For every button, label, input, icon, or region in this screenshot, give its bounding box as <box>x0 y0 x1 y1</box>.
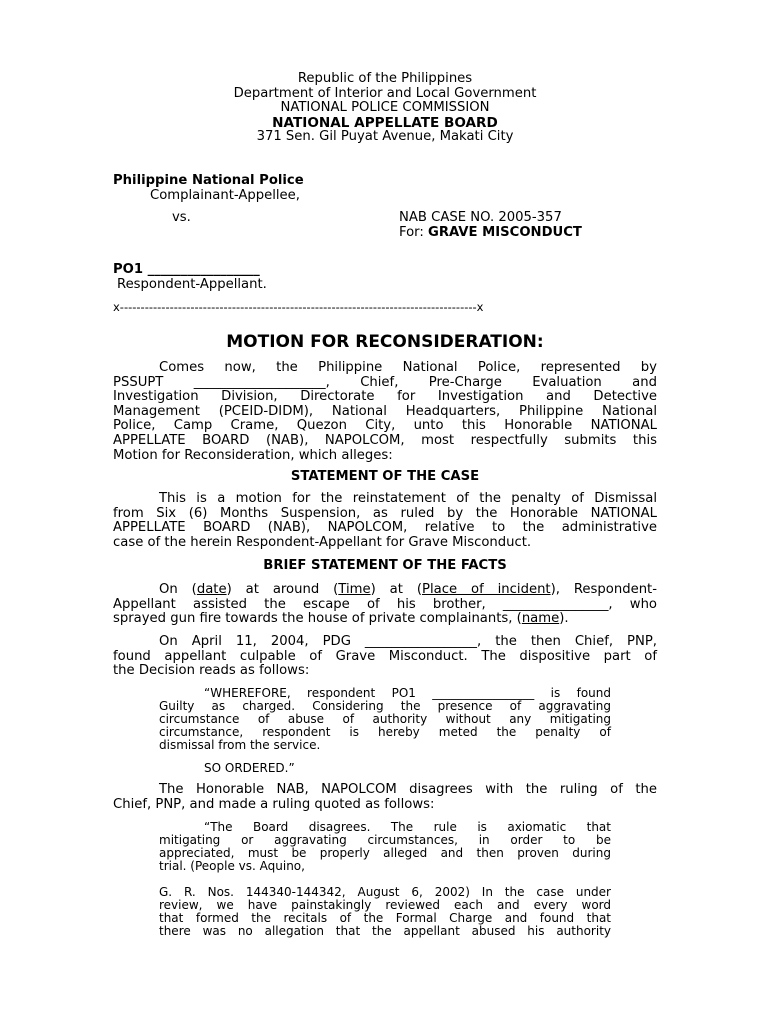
document-title: MOTION FOR RECONSIDERATION: <box>226 332 544 352</box>
board-quote: “The Board disagrees. The rule is axiomatic that mitigating or aggravating circumstances, in order to be appreciated, must be properly alleged and then proven during trial. (People vs. Aquino, <box>159 820 611 873</box>
name-placeholder: name <box>521 611 560 627</box>
case-charge <box>399 225 582 240</box>
commission-line: NATIONAL POLICE COMMISSION <box>280 100 490 116</box>
respondent-name: PO1 _________________ <box>113 262 260 277</box>
complainant-role: Complainant-Appellee, <box>150 188 300 203</box>
respondent-role: Respondent-Appellant. <box>117 277 267 292</box>
statement-paragraph: This is a motion for the reinstatement of the penalty of Dismissal from Six (6) Months Suspension, as ruled by the Honorable NATIONAL APPELLATE BOARD (NAB), NAPOLCOM, relative to the administrative case of the herein Respondent-Appellant for Grave Misconduct. <box>113 491 657 550</box>
republic-line: Republic of the Philippines <box>297 71 473 86</box>
nab-paragraph: The Honorable NAB, NAPOLCOM disagrees with the ruling of the Chief, PNP, and made a ruling quoted as follows: <box>113 782 657 812</box>
case-number: NAB CASE NO. 2005-357 <box>399 210 562 225</box>
so-ordered: SO ORDERED.” <box>204 761 295 775</box>
department-line: Department of Interior and Local Government <box>233 85 537 101</box>
date-placeholder: date <box>196 582 227 597</box>
versus-label: vs. <box>172 210 191 225</box>
board-quote-continued: G. R. Nos. 144340-144342, August 6, 2002) In the case under review, we have painstakingly reviewed each and every word that formed the recitals of the Formal Charge and found that there was no allegation that the appellant abused his authority <box>159 885 611 938</box>
letterhead <box>0 72 770 145</box>
facts-heading: BRIEF STATEMENT OF THE FACTS <box>263 558 507 573</box>
statement-heading: STATEMENT OF THE CASE <box>290 469 480 484</box>
charge-label: For: <box>399 225 429 240</box>
board-address: 371 Sen. Gil Puyat Avenue, Makati City <box>256 129 514 145</box>
caption-divider: x--------------------------------------------------------------------------------------x <box>113 300 484 314</box>
decision-quote: “WHEREFORE, respondent PO1 _________________ is found Guilty as charged. Considering the presence of aggravating circumstance of abuse of authority without any mitigating circumstance, respondent is hereby meted the penalty of dismissal from the service. <box>159 686 611 752</box>
complainant-name: Philippine National Police <box>113 173 304 188</box>
time-placeholder: Time <box>338 582 371 597</box>
intro-paragraph: Comes now, the Philippine National Police, represented by PSSUPT ____________________, Chief, Pre-Charge Evaluation and Investigation Division, Directorate for Investigation and Detective Management (PCEID-DIDM), National Headquarters, Philippine National Police, Camp Crame, Quezon City, unto this Honorable NATIONAL APPELLATE BOARD (NAB), NAPOLCOM, most respectfully submits this Motion for Reconsideration, which alleges: <box>113 360 657 463</box>
place-placeholder: Place of incident <box>422 582 551 597</box>
board-name: NATIONAL APPELLATE BOARD <box>272 114 498 131</box>
facts-paragraph-2: On April 11, 2004, PDG _________________, the then Chief, PNP, found appellant culpable of Grave Misconduct. The dispositive part of the Decision reads as follows: <box>113 634 657 679</box>
charge-value: GRAVE MISCONDUCT <box>428 225 582 240</box>
facts-paragraph-1: On (date) at around (Time) at (Place of incident), Respondent- Appellant assisted the escape of his brother, ________________, who sprayed gun fire towards the house of private complainants, (name). <box>113 582 657 627</box>
